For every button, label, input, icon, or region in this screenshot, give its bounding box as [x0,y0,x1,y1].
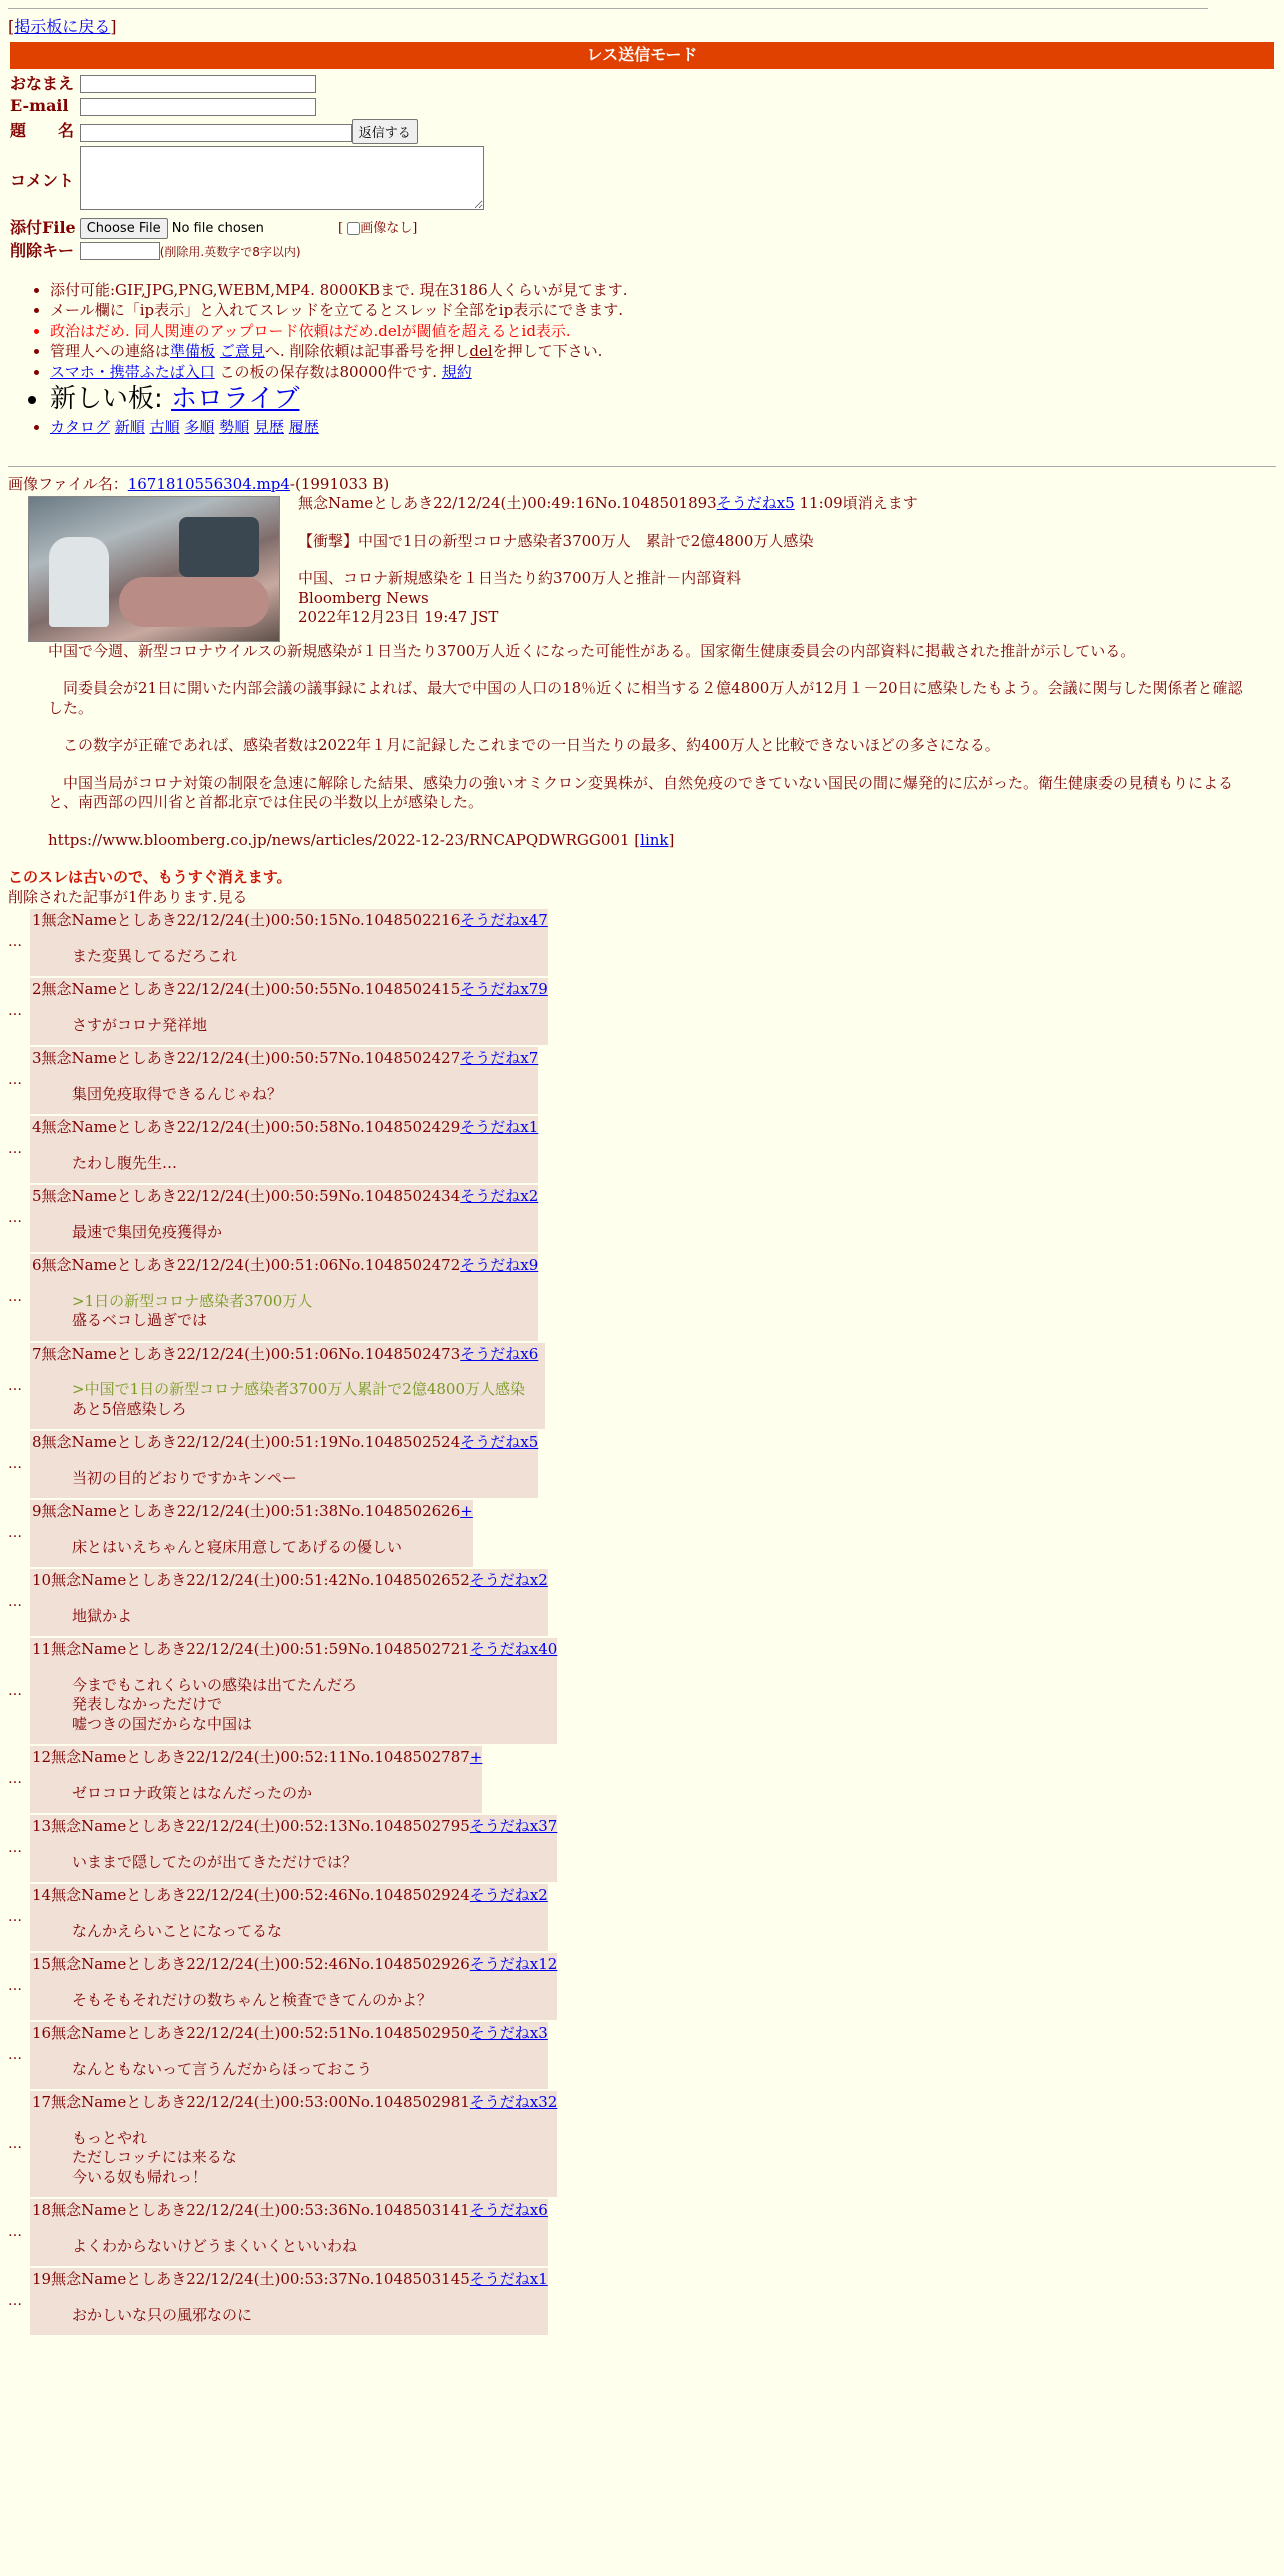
reply-body [32,2290,548,2326]
reply-text-line: 盛るベコし過ぎでは [72,1311,208,1330]
terms-link[interactable]: 規約 [441,362,472,381]
reply-meta: 12無念Nameとしあき22/12/24(土)00:52:11No.1048502787 [32,1748,470,1767]
reply-mode-banner: レス送信モード [10,42,1274,69]
reply-row [8,1953,1276,2020]
reply-sodane-link[interactable]: そうだねx5 [460,1433,539,1452]
reply-row [8,1185,1276,1252]
reply-body [32,1364,545,1419]
contact-text-3: を押して下さい. [492,342,603,361]
reply-text-line: 今いる奴も帰れっ！ [72,2167,208,2186]
reply-meta: 15無念Nameとしあき22/12/24(土)00:52:46No.1048502926 [32,1955,470,1974]
op-para2: 同委員会が21日に開いた内部会議の議事録によれば、最大で中国の人口の18％近くに相当する２億4800万人が12月１－20日に感染したもよう。会議に関与した関係者と確認した。 [48,679,1243,717]
reply-header [32,2201,548,2221]
reply-marker: … [8,1594,22,1611]
reply-header [32,2093,557,2113]
reply-sodane-link[interactable]: そうだねx37 [469,1817,558,1836]
reply-box [30,2022,548,2089]
sort-new-link[interactable]: 新順 [114,418,145,437]
catalog-links [50,418,1276,438]
reply-sodane-link[interactable]: そうだねx9 [460,1256,539,1275]
reply-row [8,2199,1276,2266]
reply-marker: … [8,1525,22,1542]
reply-box [30,1746,482,1813]
reply-box [30,1431,538,1498]
op-source: https://www.bloomberg.co.jp/news/articles/2022-12-23/RNCAPQDWRGG001 [link] [48,830,675,849]
reply-body [32,1453,538,1489]
back-nav: [掲示板に戻る] [8,17,117,36]
reply-header [32,1433,538,1453]
reply-row [8,2091,1276,2197]
rule-ip-display: • メール欄に「ip表示」と入れてスレッドを立てるとスレッド全部をip表示にできます. [50,301,1276,321]
reply-row [8,1343,1276,1430]
choose-file-button[interactable]: Choose File [80,218,168,239]
reply-sodane-link[interactable]: そうだねx1 [460,1118,539,1137]
reply-box [30,1884,548,1951]
reply-marker: … [8,1003,22,1020]
noimage-option: [ 画像なし] [337,220,418,236]
reply-sodane-link[interactable]: そうだねx6 [469,2201,548,2220]
delete-key-label: 削除キー [10,240,75,260]
reply-text-line: 最速で集団免疫獲得か [72,1222,223,1241]
reply-marker: … [8,1456,22,1473]
reply-text-line: 床とはいえちゃんと寝床用意してあげるの優しい [72,1537,403,1556]
comment-label: コメント [10,170,75,190]
reply-box [30,1343,545,1430]
reply-marker: … [8,1840,22,1857]
reply-text-line: たわし腹先生… [72,1153,178,1172]
reply-box [30,1047,538,1114]
thread-expiry-notice: このスレは古いので、もうすぐ消えます。 [8,868,292,887]
sort-many-link[interactable]: 多順 [184,418,215,437]
rule-politics: • 政治はだめ. 同人関連のアップロード依頼はだめ.delが閾値を超えるとid表示. [50,322,1276,342]
thread-divider [8,466,1276,467]
reply-marker: … [8,1978,22,1995]
op-file-link[interactable]: 1671810556304.mp4 [127,474,290,493]
reply-body [32,1660,557,1735]
reply-marker: … [8,1377,22,1394]
reply-box [30,2091,557,2197]
reply-marker: … [8,2135,22,2152]
mobile-entrance-link[interactable]: スマホ・携帯ふたば入口 [50,362,215,381]
op-line4: 2022年12月23日 19:47 JST [298,608,499,627]
reply-text-line: 発表しなかっただけで [72,1695,223,1714]
op-line1: 【衝撃】中国で1日の新型コロナ感染者3700万人 累計で2億4800万人感染 [298,531,814,550]
op-line3: Bloomberg News [298,588,429,607]
reply-meta: 19無念Nameとしあき22/12/24(土)00:53:37No.1048503145 [32,2270,470,2289]
contact-text-2: へ. 削除依頼は記事番号を押し [264,342,470,361]
reply-body [32,1000,548,1036]
new-board-prefix: 新しい板: [50,384,172,415]
reply-header [32,980,548,1000]
reply-box [30,978,548,1045]
reply-list [8,909,1276,2335]
comment-textarea[interactable] [80,146,484,210]
reply-text-line: また変異してるだろこれ [72,946,238,965]
reply-header [32,1640,557,1660]
reply-marker: … [8,1771,22,1788]
reply-quote: >1日の新型コロナ感染者3700万人 [72,1291,313,1310]
op-para4: 中国当局がコロナ対策の制限を急速に解除した結果、感染力の強いオミクロン変異株が、自然免疫のできていない国民の間に爆発的に広がった。衛生健康委の見積もりによると、南西部の四川省と首都北京では住民の半数以上が感染した。 [48,773,1234,812]
reply-sodane-link[interactable]: そうだねx6 [460,1344,539,1363]
reply-box [30,1254,538,1341]
storage-text: この板の保存数は80000件です. [214,362,442,381]
reply-header [32,1955,557,1975]
reply-sodane-link[interactable]: + [469,1748,483,1767]
top-rule [8,8,1208,9]
rule-attachments: • 添付可能:GIF,JPG,PNG,WEBM,MP4. 8000KBまで. 現在3186人くらいが見てます. [50,281,1276,301]
reply-body [32,1138,538,1174]
reply-meta: 9無念Nameとしあき22/12/24(土)00:51:38No.1048502626 [32,1502,461,1521]
subject-label: 題 名 [10,121,75,141]
reply-meta: 11無念Nameとしあき22/12/24(土)00:51:59No.1048502721 [32,1640,470,1659]
reply-sodane-link[interactable]: そうだねx2 [469,1571,548,1590]
hololive-board-link[interactable]: ホロライブ [171,384,300,415]
reply-sodane-link[interactable]: そうだねx2 [469,1886,548,1905]
reply-text-line: おかしいな只の風邪なのに [72,2305,253,2324]
reply-text-line: もっとやれ [72,2128,148,2147]
reply-text-line: なんともないって言うんだからほっておこう [72,2059,373,2078]
history-link[interactable]: 履歴 [288,418,319,437]
reply-row [8,978,1276,1045]
reply-text-line: そもそもそれだけの数ちゃんと検査できてんのかよ？ [72,1990,433,2009]
reply-box [30,1815,557,1882]
new-board [50,383,1276,417]
reply-text-line: 地獄かよ [72,1606,133,1625]
reply-header [32,1817,557,1837]
reply-text-line: さすがコロナ発祥地 [72,1015,208,1034]
reply-marker: … [8,1289,22,1306]
reply-box [30,2199,548,2266]
reply-text-line: よくわからないけどうまくいくといいわね [72,2236,358,2255]
name-label: おなまえ [10,73,75,93]
reply-meta: 2無念Nameとしあき22/12/24(土)00:50:55No.1048502415 [32,980,461,999]
reply-text-line: 嘘つきの国だからな中国は [72,1714,253,1733]
reply-marker: … [8,1682,22,1699]
reply-body [32,1069,538,1105]
reply-body [32,1522,473,1558]
reply-box [30,1638,557,1744]
submit-reply-button[interactable]: 返信する [352,119,418,144]
file-status: No file chosen [171,220,264,236]
reply-box [30,909,548,976]
reply-marker: … [8,2293,22,2310]
post-form [8,73,486,263]
reply-body [32,931,548,967]
email-input[interactable] [80,98,316,116]
subject-input[interactable] [80,124,352,142]
reply-meta: 14無念Nameとしあき22/12/24(土)00:52:46No.1048502924 [32,1886,470,1905]
prep-board-link[interactable]: 準備板 [170,342,216,361]
reply-box [30,1953,557,2020]
reply-row [8,2268,1276,2335]
reply-sodane-link[interactable]: そうだねx12 [469,1955,558,1974]
reply-sodane-link[interactable]: そうだねx40 [469,1640,558,1659]
reply-sodane-link[interactable]: そうだねx2 [460,1187,539,1206]
reply-meta: 4無念Nameとしあき22/12/24(土)00:50:58No.1048502429 [32,1118,461,1137]
reply-text-line: 集団免疫取得できるんじゃね？ [72,1084,283,1103]
reply-body [32,1768,482,1804]
reply-header [32,911,548,931]
back-to-board-link[interactable]: 掲示板に戻る [14,17,111,36]
reply-meta: 10無念Nameとしあき22/12/24(土)00:51:42No.1048502652 [32,1571,470,1590]
reply-header [32,1118,538,1138]
reply-sodane-link[interactable]: そうだねx7 [460,1049,539,1068]
reply-meta: 1無念Nameとしあき22/12/24(土)00:50:15No.1048502216 [32,911,461,930]
file-prefix: 画像ファイル名： [8,474,128,493]
reply-header [32,1187,538,1207]
reply-header [32,1571,548,1591]
reply-text-line: ただしコッチには来るな [72,2148,237,2167]
file-label: 添付File [10,218,76,238]
reply-header [32,2024,548,2044]
reply-marker: … [8,1072,22,1089]
op-article [48,642,1276,851]
catalog-link[interactable]: カタログ [50,418,111,437]
reply-text-line: なんかえらいことになってるな [72,1921,283,1940]
reply-box [30,1569,548,1636]
reply-meta: 8無念Nameとしあき22/12/24(土)00:51:19No.1048502524 [32,1433,461,1452]
reply-meta: 18無念Nameとしあき22/12/24(土)00:53:36No.1048503141 [32,2201,470,2220]
reply-meta: 16無念Nameとしあき22/12/24(土)00:52:51No.1048502950 [32,2024,470,2043]
reply-marker: … [8,2224,22,2241]
noimage-checkbox[interactable] [347,222,360,235]
reply-body [32,2113,557,2188]
reply-text-line: 当初の目的どおりですかキンペー [72,1468,297,1487]
reply-row [8,2022,1276,2089]
reply-meta: 6無念Nameとしあき22/12/24(土)00:51:06No.1048502472 [32,1256,461,1275]
reply-header [32,1886,548,1906]
reply-quote: >中国で1日の新型コロナ感染者3700万人累計で2億4800万人感染 [72,1380,526,1399]
op-post [8,494,1276,850]
reply-marker: … [8,1909,22,1926]
reply-row [8,1884,1276,1951]
reply-sodane-link[interactable]: そうだねx1 [469,2270,548,2289]
sort-old-link[interactable]: 古順 [149,418,180,437]
op-url: https://www.bloomberg.co.jp/news/articles/2022-12-23/RNCAPQDWRGG001 [48,830,630,849]
op-para3: この数字が正確であれば、感染者数は2022年１月に記録したこれまでの一日当たりの最多、約400万人と比較できないほどの多さになる。 [48,736,1000,755]
reply-row [8,1047,1276,1114]
reply-body [32,1207,538,1243]
op-file-line [8,475,1276,495]
reply-box [30,1116,538,1183]
reply-row [8,1569,1276,1636]
op-line2: 中国、コロナ新規感染を１日当たり約3700万人と推計－内部資料 [298,569,742,588]
deleted-notice[interactable]: 削除された記事が1件あります.見る [8,887,248,906]
reply-body [32,2044,548,2080]
reply-row [8,1815,1276,1882]
reply-meta: 5無念Nameとしあき22/12/24(土)00:50:59No.1048502434 [32,1187,461,1206]
reply-header [32,1748,482,1768]
op-file-size: -(1991033 B) [289,474,390,493]
rule-mobile [50,363,1276,383]
delete-key-input[interactable] [80,242,160,260]
view-history-link[interactable]: 見歴 [253,418,284,437]
reply-text-line: 今までもこれくらいの感染は出てたんだろ [72,1675,358,1694]
reply-box [30,1500,473,1567]
reply-sodane-link[interactable]: そうだねx3 [469,2024,548,2043]
reply-body [32,1975,557,2011]
reply-row [8,1431,1276,1498]
op-sodane-link[interactable]: そうだねx5 [716,494,795,513]
reply-sodane-link[interactable]: そうだねx79 [460,980,548,999]
reply-sodane-link[interactable]: + [460,1502,473,1521]
op-source-link[interactable]: link [640,830,669,849]
reply-body [32,1906,548,1942]
reply-box [30,2268,548,2335]
rule-contact [50,342,1276,362]
reply-body [32,1591,548,1627]
reply-header [32,1345,545,1365]
reply-text-line: いままで隠してたのが出てきただけでは？ [72,1852,358,1871]
reply-marker: … [8,2047,22,2064]
reply-body [32,1276,538,1331]
reply-row [8,1638,1276,1744]
reply-header [32,1502,473,1522]
reply-marker: … [8,934,22,951]
op-video-thumbnail[interactable] [28,496,280,642]
name-input[interactable] [80,75,316,93]
reply-sodane-link[interactable]: そうだねx32 [469,2093,558,2112]
reply-meta: 7無念Nameとしあき22/12/24(土)00:51:06No.1048502473 [32,1344,461,1363]
reply-marker: … [8,1210,22,1227]
op-header: 無念Nameとしあき22/12/24(土)00:49:16No.1048501893 [298,494,717,513]
op-meta [298,494,1276,514]
board-rules [8,281,1276,438]
feedback-link[interactable]: ご意見 [219,342,265,361]
sort-momentum-link[interactable]: 勢順 [219,418,250,437]
noimage-label: 画像なし [360,220,413,236]
reply-row [8,1254,1276,1341]
op-para1: 中国で今週、新型コロナウイルスの新規感染が１日当たり3700万人近くになった可能性がある。国家衛生健康委員会の内部資料に掲載された推計が示している。 [48,641,1136,660]
reply-row [8,1500,1276,1567]
reply-text-line: あと5倍感染しろ [72,1399,187,1418]
reply-meta: 3無念Nameとしあき22/12/24(土)00:50:57No.1048502427 [32,1049,461,1068]
reply-meta: 13無念Nameとしあき22/12/24(土)00:52:13No.1048502795 [32,1817,470,1836]
reply-box [30,1185,538,1252]
reply-header [32,1256,538,1276]
email-label: E-mail [10,96,69,116]
del-text: del [469,342,493,361]
reply-body [32,2221,548,2257]
op-expiry: 11:09頃消えます [794,494,918,513]
delete-key-hint: (削除用.英数字で8字以内) [159,244,301,259]
reply-text-line: ゼロコロナ政策とはなんだったのか [72,1783,313,1802]
reply-row [8,909,1276,976]
reply-body [32,1837,557,1873]
reply-header [32,1049,538,1069]
reply-meta: 17無念Nameとしあき22/12/24(土)00:53:00No.1048502981 [32,2093,470,2112]
reply-row [8,1746,1276,1813]
op-headline [298,532,1276,628]
reply-marker: … [8,1141,22,1158]
reply-row [8,1116,1276,1183]
contact-text: 管理人への連絡は [50,342,171,361]
reply-sodane-link[interactable]: そうだねx47 [460,911,548,930]
reply-header [32,2270,548,2290]
